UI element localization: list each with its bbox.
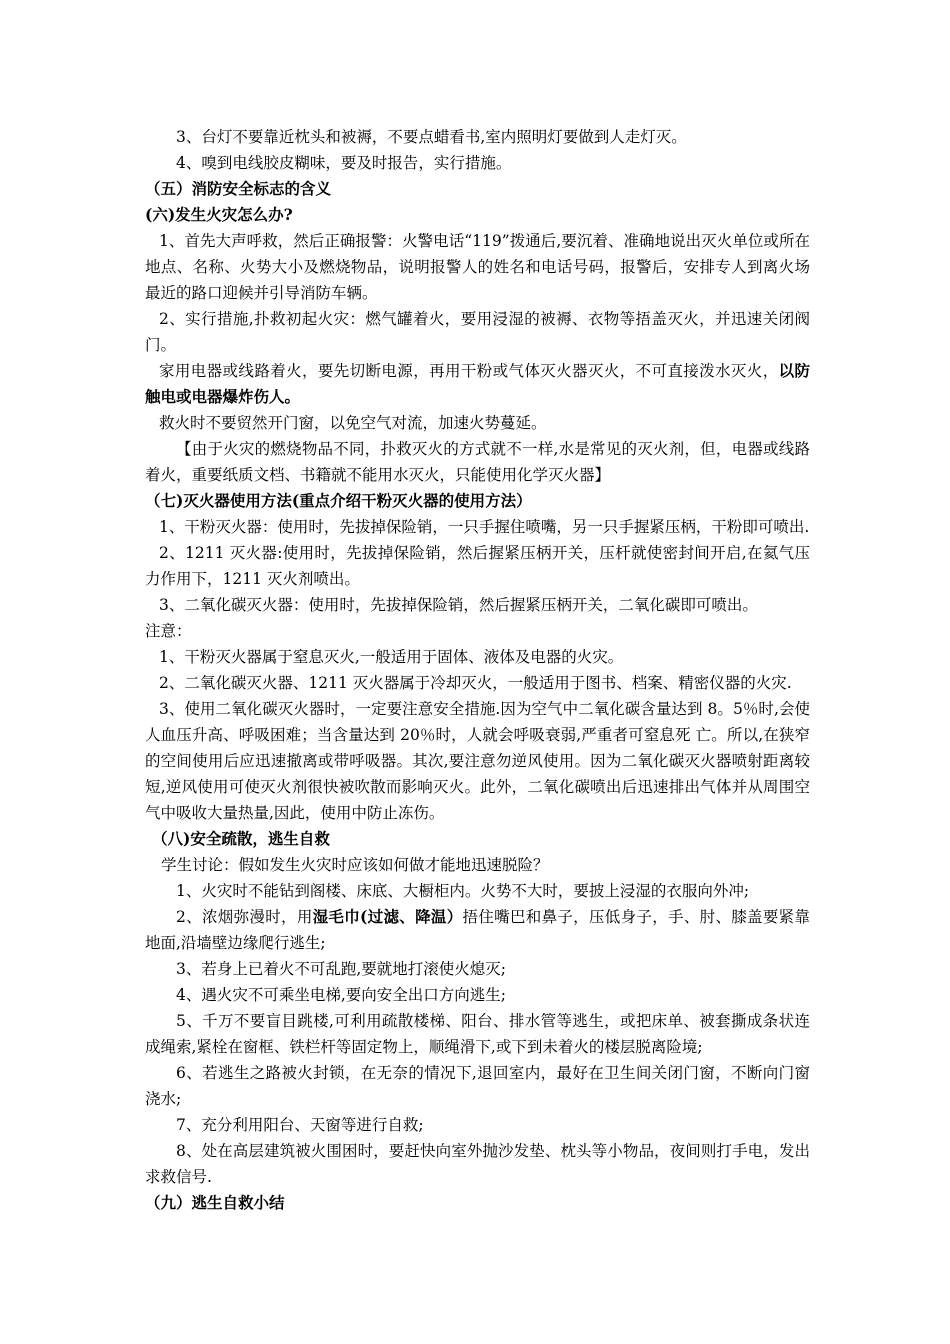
text-escape-2-end: 捂住嘴巴和鼻子，压低身子，手、肘、膝盖要紧靠地面,沿墙壁边缘爬行逃生; [145, 908, 810, 952]
escape-item-1: 1、火灾时不能钻到阁楼、床底、大橱柜内。火势不大时，要披上浸湿的衣服向外冲; [176, 882, 750, 900]
paragraph-initial-fire: 2、实行措施,扑救初起火灾：燃气罐着火，要用浸湿的被褥、衣物等捂盖灭火，并迅速关闭阀门。 [145, 310, 810, 354]
heading-section-8: （八)安全疏散，逃生自救 [152, 829, 330, 848]
paragraph-call-alarm: 1、首先大声呼救，然后正确报警：火警电话“119”拨通后,要沉着、准确地说出灭火单位或所在地点、名称、火势大小及燃烧物品，说明报警人的姓名和电话号码，报警后，安排专人到离火场最近的路口迎候并引导消防车辆。 [145, 232, 810, 302]
escape-item-8: 8、处在高层建筑被火围困时，要赶快向室外抛沙发垫、枕头等小物品，夜间则打手电，发出求救信号. [145, 1142, 810, 1186]
line-wire-smell: 4、嗅到电线胶皮糊味，要及时报告，实行措施。 [176, 154, 512, 172]
escape-item-3: 3、若身上已着火不可乱跑,要就地打滚使火熄灭; [176, 960, 507, 978]
heading-section-5: （五）消防安全标志的含义 [145, 179, 332, 198]
paragraph-doors-windows: 救火时不要贸然开门窗，以免空气对流，加速火势蔓延。 [159, 414, 547, 432]
paragraph-electrical-fire [145, 358, 810, 410]
escape-item-4: 4、遇火灾不可乘坐电梯,要向安全出口方向逃生; [176, 986, 507, 1004]
text-electrical-fire: 家用电器或线路着火，要先切断电源，再用干粉或气体灭火器灭火，不可直接泼水灭火， [159, 362, 779, 380]
heading-section-6: (六)发生火灾怎么办? [145, 205, 293, 224]
escape-item-5: 5、千万不要盲目跳楼,可利用疏散楼梯、阳台、排水管等逃生，或把床单、被套撕成条状连成绳索,紧栓在窗框、铁栏杆等固定物上，顺绳滑下,或下到未着火的楼层脱离险境; [145, 1012, 810, 1056]
paragraph-discussion: 学生讨论：假如发生火灾时应该如何做才能地迅速脱险？ [161, 856, 549, 874]
escape-item-6: 6、若逃生之路被火封锁，在无奈的情况下,退回室内，最好在卫生间关闭门窗，不断向门窗浇水; [145, 1064, 810, 1108]
heading-section-9: （九）逃生自救小结 [145, 1193, 285, 1212]
document-page [145, 124, 810, 1216]
escape-item-7: 7、充分利用阳台、天窗等进行自救; [176, 1116, 424, 1134]
text-escape-2-start: 2、浓烟弥漫时，用 [176, 908, 313, 926]
paragraph-1211: 2、1211 灭火器:使用时，先拔掉保险销，然后握紧压柄开关，压杆就使密封间开启,在氦气压力作用下，1211 灭火剂喷出。 [145, 544, 810, 588]
note-item-1: 1、干粉灭火器属于窒息灭火,一般适用于固体、液体及电器的火灾。 [159, 648, 624, 666]
paragraph-dry-powder: 1、干粉灭火器：使用时，先拔掉保险销，一只手握住喷嘴，另一只手握紧压柄，干粉即可喷出. [159, 518, 810, 536]
text-wet-towel-bold: 湿毛巾(过滤、降温） [312, 907, 463, 926]
heading-section-7: （七)灭火器使用方法(重点介绍干粉灭火器的使用方法） [145, 491, 532, 510]
paragraph-co2: 3、二氧化碳灭火器：使用时，先拔掉保险销，然后握紧压柄开关，二氧化碳即可喷出。 [159, 596, 758, 614]
label-note: 注意： [145, 622, 192, 640]
escape-item-2 [145, 904, 810, 956]
line-lamp: 3、台灯不要靠近枕头和被褥，不要点蜡看书,室内照明灯要做到人走灯灭。 [176, 128, 687, 146]
note-item-2: 2、二氧化碳灭火器、1211 灭火器属于冷却灭火，一般适用于图书、档案、精密仪器的火灾. [159, 674, 792, 692]
paragraph-note-bracket: 【由于火灾的燃烧物品不同，扑救灭火的方式就不一样,水是常见的灭火剂，但，电器或线路着火，重要纸质文档、书籍就不能用水灭火，只能使用化学灭火器】 [145, 440, 810, 484]
note-item-3: 3、使用二氧化碳灭火器时，一定要注意安全措施.因为空气中二氧化碳含量达到 8。5％时,会使人血压升高、呼吸困难；当含量达到 20％时，人就会呼吸衰弱,严重者可窒息死 亡。所以,在狭窄的空间使用后应迅速撤离或带呼吸器。其次,要注意勿逆风使用。因为二氧化碳灭火器喷射距离较短,逆风使用可使灭火剂很快被吹散而影响灭火。此外，二氧化碳喷出后迅速排出气体并从周围空气中吸收大量热量,因此，使用中防止冻伤。 [145, 700, 810, 822]
text-electrical-fire-bold: 以防触电或电器爆炸伤人。 [145, 361, 810, 406]
